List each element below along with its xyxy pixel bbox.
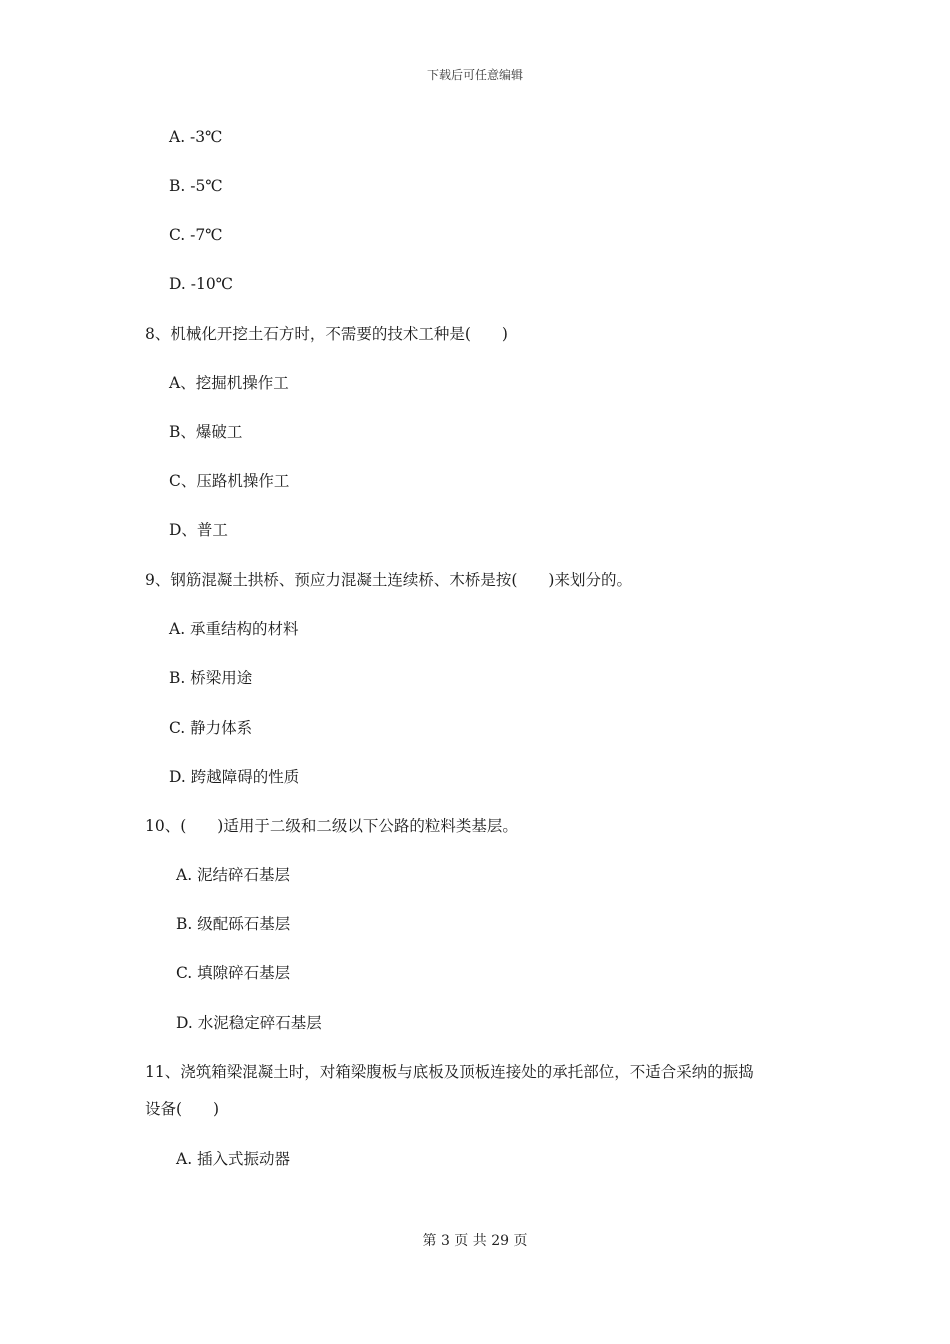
q8-option-a: A、挖掘机操作工 bbox=[169, 374, 289, 392]
q7-option-b: B. -5℃ bbox=[169, 177, 223, 195]
question-11-line-1: 11、浇筑箱梁混凝土时，对箱梁腹板与底板及顶板连接处的承托部位，不适合采纳的振捣 bbox=[145, 1063, 754, 1081]
q8-option-c: C、压路机操作工 bbox=[169, 472, 290, 490]
q9-option-b: B. 桥梁用途 bbox=[169, 669, 253, 687]
q7-option-c: C. -7℃ bbox=[169, 226, 223, 244]
q10-option-a: A. 泥结碎石基层 bbox=[176, 866, 291, 884]
q7-option-d: D. -10℃ bbox=[169, 275, 234, 293]
page-header: 下载后可任意编辑 bbox=[426, 68, 523, 82]
q9-option-d: D. 跨越障碍的性质 bbox=[169, 768, 300, 786]
question-10: 10、( )适用于二级和二级以下公路的粒料类基层。 bbox=[145, 817, 518, 835]
question-11-line-2: 设备( ) bbox=[145, 1100, 220, 1118]
q8-option-d: D、普工 bbox=[169, 521, 228, 539]
question-8: 8、机械化开挖土石方时，不需要的技术工种是( ) bbox=[145, 325, 508, 343]
q7-option-a: A. -3℃ bbox=[169, 128, 223, 146]
q10-option-c: C. 填隙碎石基层 bbox=[176, 964, 291, 982]
q11-option-a: A. 插入式振动器 bbox=[176, 1150, 291, 1168]
page-footer: 第 3 页 共 29 页 bbox=[422, 1233, 528, 1249]
q9-option-a: A. 承重结构的材料 bbox=[169, 620, 299, 638]
q9-option-c: C. 静力体系 bbox=[169, 719, 253, 737]
q8-option-b: B、爆破工 bbox=[169, 423, 243, 441]
question-9: 9、钢筋混凝土拱桥、预应力混凝土连续桥、木桥是按( )来划分的。 bbox=[145, 571, 632, 589]
q10-option-d: D. 水泥稳定碎石基层 bbox=[176, 1014, 322, 1032]
q10-option-b: B. 级配砾石基层 bbox=[176, 915, 291, 933]
